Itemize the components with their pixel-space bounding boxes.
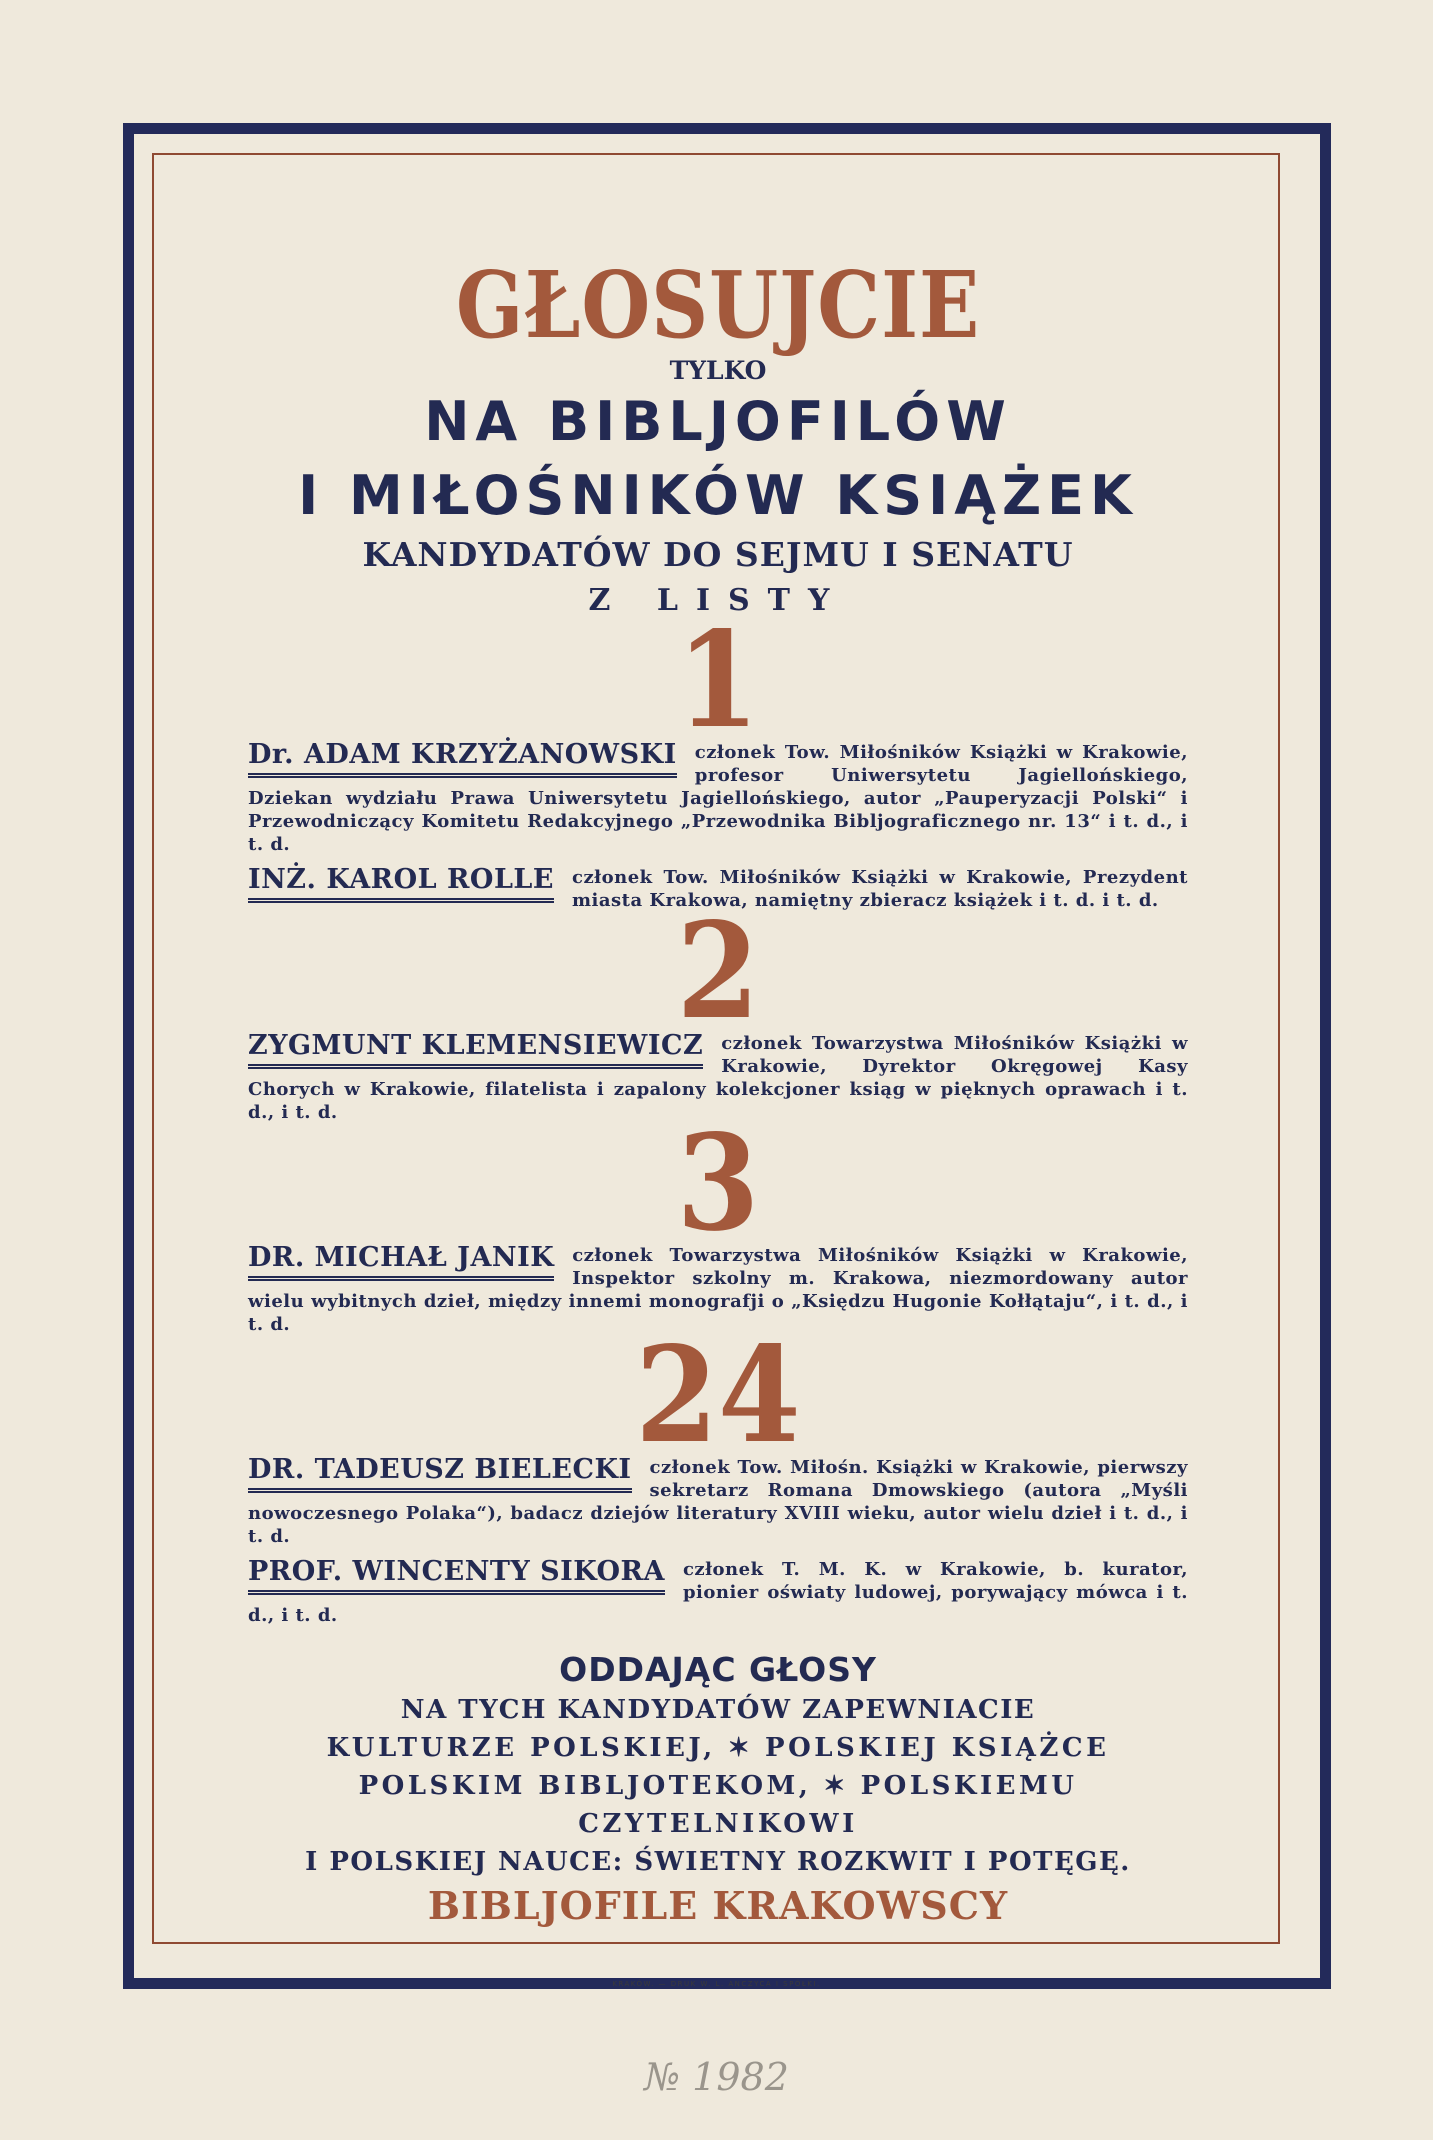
- candidate-description: członek Towarzystwa Miłośników Książki w Krakowie, Inspektor szkolny m. Krakowa, niezmordowany autor wielu wybitnych dzieł, między innemi monografji o „Księdzu Hugonie Kołłątaju“, i t. d., i t. d.: [248, 1245, 1188, 1335]
- handwritten-number: № 1982: [644, 2055, 789, 2099]
- outro-line5: I POLSKIEJ NAUCE: ŚWIETNY ROZKWIT I POTĘGĘ.: [305, 1847, 1131, 1877]
- candidate-name: Dr. ADAM KRZYŻANOWSKI: [248, 741, 677, 778]
- candidate-description: członek Tow. Miłośników Książki w Krakowie, Prezydent miasta Krakowa, namiętny zbieracz książek i t. d. i t. d.: [572, 867, 1188, 911]
- list-number: 24: [635, 1318, 801, 1473]
- outro-line2: NA TYCH KANDYDATÓW ZAPEWNIACIE: [400, 1695, 1036, 1725]
- candidate-description: członek Tow. Miłośn. Książki w Krakowie, pierwszy sekretarz Romana Dmowskiego (autora „Myśli nowoczesnego Polaka“), badacz dziejów literatury XVIII wieku, autor wielu dzieł i t. d., i t. d.: [248, 1457, 1188, 1547]
- headline-line3: KANDYDATÓW DO SEJMU I SENATU: [362, 535, 1074, 574]
- candidate-name: PROF. WINCENTY SIKORA: [248, 1558, 665, 1595]
- candidate-name: ZYGMUNT KLEMENSIEWICZ: [248, 1032, 703, 1069]
- signature: BIBLJOFILE KRAKOWSCY: [427, 1883, 1009, 1928]
- headline-line4: Z LISTY: [588, 583, 848, 618]
- outro-line1: ODDAJĄC GŁOSY: [559, 1650, 877, 1689]
- printer-imprint: KRAKÓW. — DRUK W. L. ANCZYCA I SPÓŁKI.: [612, 1980, 821, 1988]
- candidate-entry: [248, 1558, 1188, 1627]
- list-number: 1: [676, 603, 760, 758]
- list-number: 2: [676, 894, 760, 1049]
- candidate-entry: [248, 741, 1188, 856]
- outro-line3: KULTURZE POLSKIEJ, ✶ POLSKIEJ KSIĄŻCE: [248, 1729, 1188, 1767]
- candidate-entry: [248, 1456, 1188, 1548]
- star-icon: ✶: [727, 1733, 754, 1763]
- subtitle-tylko: TYLKO: [669, 356, 767, 385]
- poster-title: GŁOSUJCIE: [455, 251, 981, 359]
- candidate-name: DR. TADEUSZ BIELECKI: [248, 1456, 632, 1493]
- candidate-name: INŻ. KAROL ROLLE: [248, 866, 554, 903]
- star-icon: ✶: [823, 1771, 849, 1801]
- candidate-description: członek T. M. K. w Krakowie, b. kurator, pionier oświaty ludowej, porywający mówca i t. d., i t. d.: [248, 1559, 1188, 1626]
- poster-content: [248, 251, 1188, 1931]
- headline-line2: I MIŁOŚNIKÓW KSIĄŻEK: [298, 464, 1138, 527]
- candidate-name: DR. MICHAŁ JANIK: [248, 1244, 554, 1281]
- headline-line1: NA BIBLJOFILÓW: [424, 390, 1012, 453]
- outro-line4: POLSKIM BIBLJOTEKOM, ✶ POLSKIEMU CZYTELNIKOWI: [248, 1767, 1188, 1843]
- closing-appeal: [248, 1649, 1188, 1931]
- candidate-description: członek Tow. Miłośników Książki w Krakowie, profesor Uniwersytetu Jagiellońskiego, Dziekan wydziału Prawa Uniwersytetu Jagiellońskiego, autor „Pauperyzacji Polski“ i Przewodniczący Komitetu Redakcyjnego „Przewodnika Bibljograficznego nr. 13“ i t. d., i t. d.: [248, 742, 1188, 855]
- candidate-description: członek Towarzystwa Miłośników Książki w Krakowie, Dyrektor Okręgowej Kasy Chorych w Krakowie, filatelista i zapalony kolekcjoner ksiąg w pięknych oprawach i t. d., i t. d.: [248, 1033, 1188, 1123]
- list-number: 3: [676, 1106, 760, 1261]
